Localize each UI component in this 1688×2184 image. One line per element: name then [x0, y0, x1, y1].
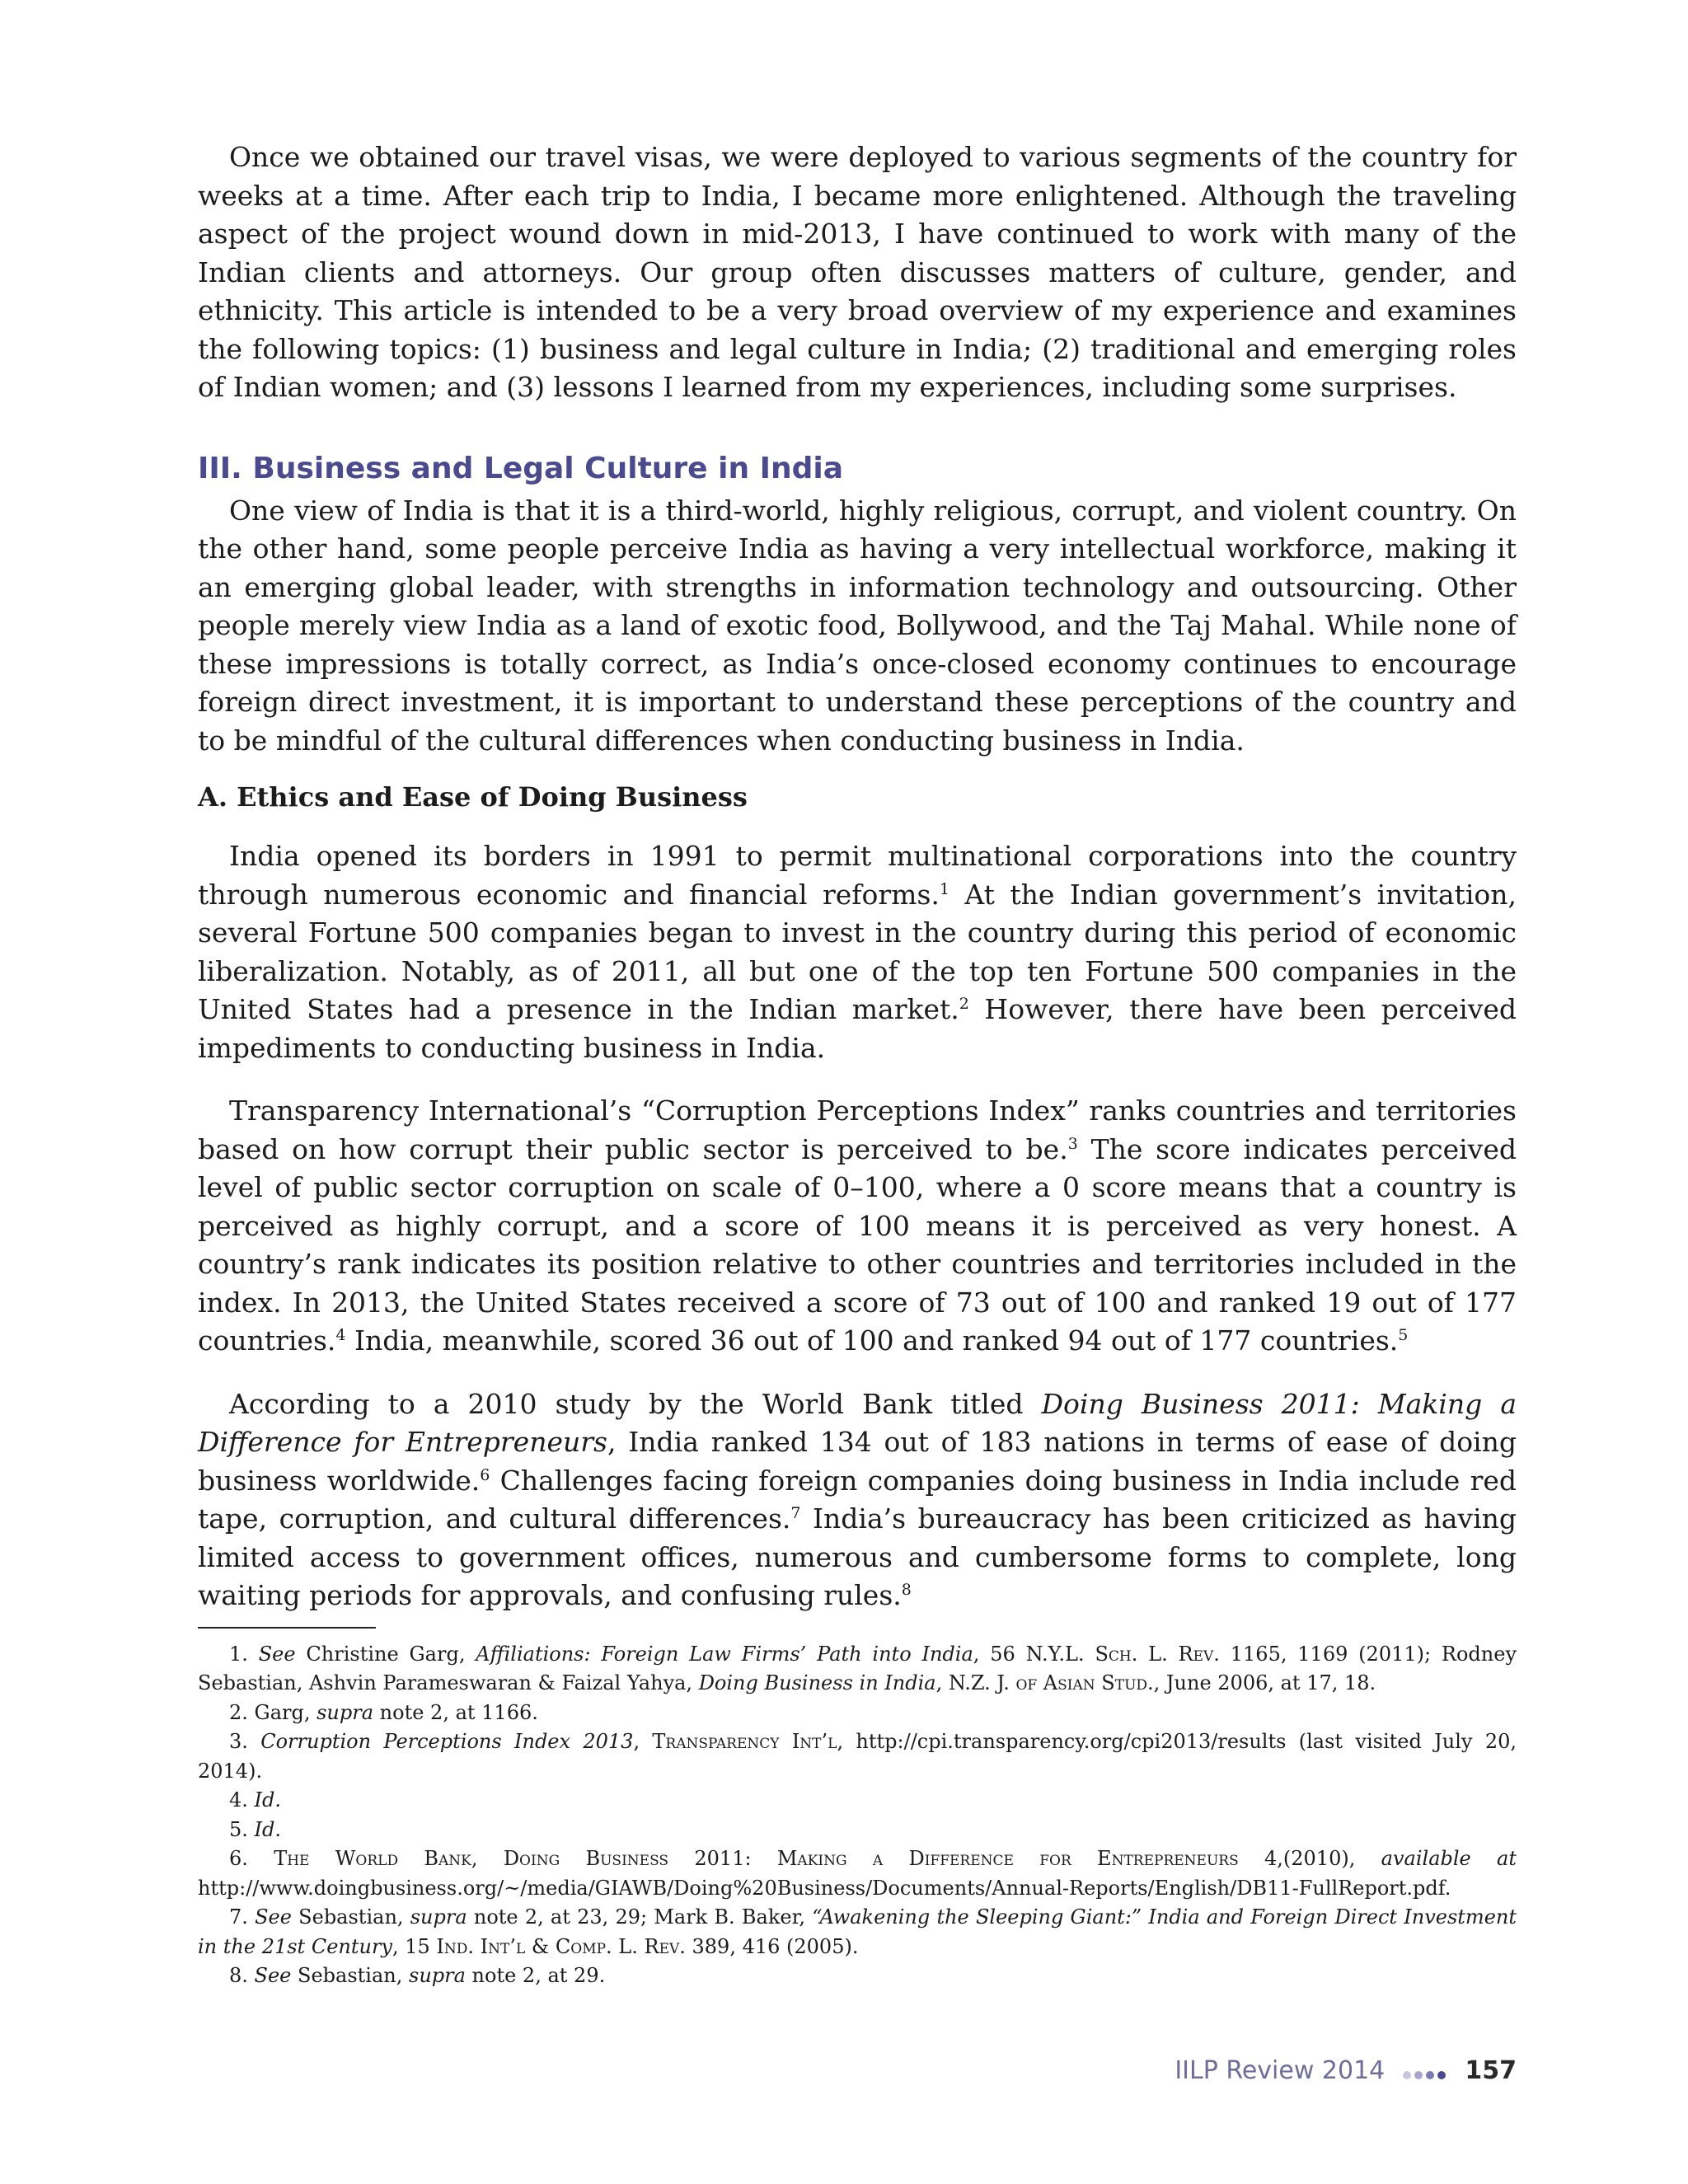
section-heading: III. Business and Legal Culture in India: [198, 451, 844, 485]
footnote-ref: 8: [901, 1581, 912, 1599]
text-run: 4,(2010),: [1238, 1847, 1381, 1870]
text-run: Challenges facing foreign companies doing business in India include red tape, corruption, and cultural differences.: [198, 1464, 1517, 1535]
text-run: The score indicates perceived level of public sector corruption on scale of 0–100, where a 0 score means that a country is perceived as highly corrupt, and a score of 100 means it is perceived as very honest. A country’s rank indicates its position relative to other countries and territories included in the index. In 2013, the United States received a score of 73 out of 100 and ranked 19 out of 177 countries.: [198, 1132, 1517, 1357]
book-title: Doing Business 2011: Making a Difference for Entrepreneurs: [198, 1387, 1517, 1458]
text-run: , June 2006, at 17, 18.: [1153, 1671, 1376, 1694]
paragraph-transparency: [198, 1092, 1517, 1361]
text-run: India’s bureaucracy has been criticized as having limited access to government offices, numerous and cumbersome forms to complete, long waiting periods for approvals, and confusing rules.: [198, 1502, 1517, 1611]
paragraph-reforms: [198, 837, 1517, 1067]
subsection-heading: A. Ethics and Ease of Doing Business: [198, 781, 748, 813]
footnote-number: 1.: [229, 1642, 259, 1666]
signal: supra: [316, 1700, 374, 1724]
journal-name: N.Y.L. Sch. L. Rev.: [1025, 1642, 1220, 1666]
footnote-divider: [198, 1627, 376, 1629]
footnote-8: [198, 1961, 1517, 1991]
signal: supra: [409, 1964, 466, 1987]
footnote-ref: 4: [335, 1326, 346, 1344]
url-text: http://www.doingbusiness.org/~/media/GIAWB/Doing%20Business/Documents/Annual-Reports/English/DB11-FullReport.pdf.: [198, 1876, 1451, 1900]
organization-name: Transparency Int’l: [652, 1730, 837, 1753]
article-page: [198, 138, 1517, 1991]
text-run: ,: [633, 1730, 653, 1753]
text-run: Transparency International’s “Corruption Perceptions Index” ranks countries and territories based on how corrupt their public sector is perceived to be.: [198, 1094, 1517, 1165]
paragraph-world-bank: [198, 1385, 1517, 1615]
section-body: [198, 492, 1517, 761]
text-run: 389, 416 (2005).: [685, 1934, 859, 1958]
footnote-number: 8.: [229, 1964, 255, 1987]
footnote-number: 3.: [229, 1730, 261, 1753]
text-run: note 2, at 1166.: [373, 1700, 538, 1724]
footnote-7: [198, 1903, 1517, 1961]
text-run: According to a 2010 study by the World Bank titled: [229, 1387, 1042, 1420]
footnote-number: 4.: [229, 1788, 255, 1811]
footnote-3: [198, 1727, 1517, 1786]
dot-icon: [1414, 2071, 1423, 2079]
article-title: “Awakening the Sleeping Giant:” India and Foreign Direct Investment in the 21st Century: [198, 1905, 1517, 1958]
page-footer: [989, 2056, 1517, 2097]
signal: supra: [410, 1905, 467, 1929]
footnote-ref: 1: [939, 879, 950, 898]
footnote-ref: 7: [790, 1504, 801, 1522]
article-title: Affiliations: Foreign Law Firms’ Path into India: [476, 1642, 973, 1666]
article-title: Corruption Perceptions Index 2013: [260, 1730, 634, 1753]
text-run: Garg,: [254, 1700, 317, 1724]
text-run: ,: [935, 1671, 949, 1694]
footnote-ref: 6: [480, 1465, 490, 1484]
signal: See: [254, 1964, 292, 1987]
footnote-number: 5.: [229, 1817, 255, 1841]
text-run: , 56: [973, 1642, 1026, 1666]
footnotes: [198, 1640, 1517, 1991]
journal-name: N.Z. J. of Asian Stud.: [948, 1671, 1154, 1694]
text-run: 1165, 1169 (2011); Rodney Sebastian, Ashvin Parameswaran & Faizal Yahya,: [198, 1642, 1517, 1694]
text-run: , http://cpi.transparency.org/cpi2013/results (last visited July 20, 2014).: [198, 1730, 1517, 1783]
signal: available at: [1381, 1847, 1517, 1870]
journal-name: Ind. Int’l & Comp. L. Rev.: [436, 1934, 686, 1958]
article-title: Doing Business in India: [698, 1671, 936, 1694]
signal: Id.: [254, 1817, 282, 1841]
footnote-number: 2.: [229, 1700, 255, 1724]
text-run: note 2, at 23, 29; Mark B. Baker,: [467, 1905, 813, 1929]
footnote-4: [198, 1786, 1517, 1816]
footnote-number: 7.: [229, 1905, 256, 1929]
text-run: , 15: [392, 1934, 437, 1958]
text-run: Sebastian,: [291, 1905, 410, 1929]
text-run: India opened its borders in 1991 to permit multinational corporations into the country through numerous economic and financial reforms.: [198, 840, 1517, 911]
footnote-number: 6.: [229, 1847, 274, 1870]
text-run: , India ranked 134 out of 183 nations in terms of ease of doing business worldwide.: [198, 1426, 1517, 1497]
book-title: The World Bank, Doing Business 2011: Making a Difference for Entrepreneurs: [274, 1847, 1239, 1870]
body-text: [198, 138, 1517, 407]
footnote-1: [198, 1640, 1517, 1699]
text-run: However, there have been perceived impediments to conducting business in India.: [198, 993, 1517, 1064]
text-run: Christine Garg,: [295, 1642, 476, 1666]
journal-name: IILP Review 2014: [1175, 2056, 1386, 2085]
footnote-ref: 3: [1067, 1134, 1078, 1153]
section-paragraph: One view of India is that it is a third-world, highly religious, corrupt, and violent country. On the other hand, some people perceive India as having a very intellectual workforce, making it an emerging global leader, with strengths in information technology and outsourcing. Other people merely view India as a land of exotic food, Bollywood, and the Taj Mahal. While none of these impressions is totally correct, as India’s once-closed economy continues to encourage foreign direct investment, it is important to understand these perceptions of the country and to be mindful of the cultural differences when conducting business in India.: [198, 494, 1517, 757]
dot-icon: [1403, 2071, 1411, 2079]
signal: See: [255, 1905, 292, 1929]
footnote-2: [198, 1699, 1517, 1728]
footnote-6: [198, 1844, 1517, 1903]
footnote-5: [198, 1816, 1517, 1845]
dot-icon: [1426, 2071, 1434, 2079]
footnote-ref: 2: [959, 995, 969, 1013]
signal: Id.: [254, 1788, 282, 1811]
text-run: India, meanwhile, scored 36 out of 100 and ranked 94 out of 177 countries.: [345, 1324, 1399, 1357]
text-run: Sebastian,: [291, 1964, 409, 1987]
text-run: note 2, at 29.: [465, 1964, 606, 1987]
dot-icon: [1437, 2071, 1446, 2079]
subsection-body: [198, 837, 1517, 1615]
text-run: At the Indian government’s invitation, several Fortune 500 companies began to invest in the country during this period of economic liberalization. Notably, as of 2011, all but one of the top ten Fortune 500 companies in the United States had a presence in the Indian market.: [198, 878, 1517, 1025]
signal: See: [258, 1642, 296, 1666]
intro-paragraph: Once we obtained our travel visas, we were deployed to various segments of the country for weeks at a time. After each trip to India, I became more enlightened. Although the traveling aspect of the project wound down in mid-2013, I have continued to work with many of the Indian clients and attorneys. Our group often discusses matters of culture, gender, and ethnicity. This article is intended to be a very broad overview of my experience and examines the following topics: (1) business and legal culture in India; (2) traditional and emerging roles of Indian women; and (3) lessons I learned from my experiences, including some surprises.: [198, 141, 1517, 403]
footnote-ref: 5: [1398, 1326, 1409, 1344]
page-number: 157: [1465, 2056, 1517, 2085]
footer-dots: [1401, 2057, 1447, 2086]
